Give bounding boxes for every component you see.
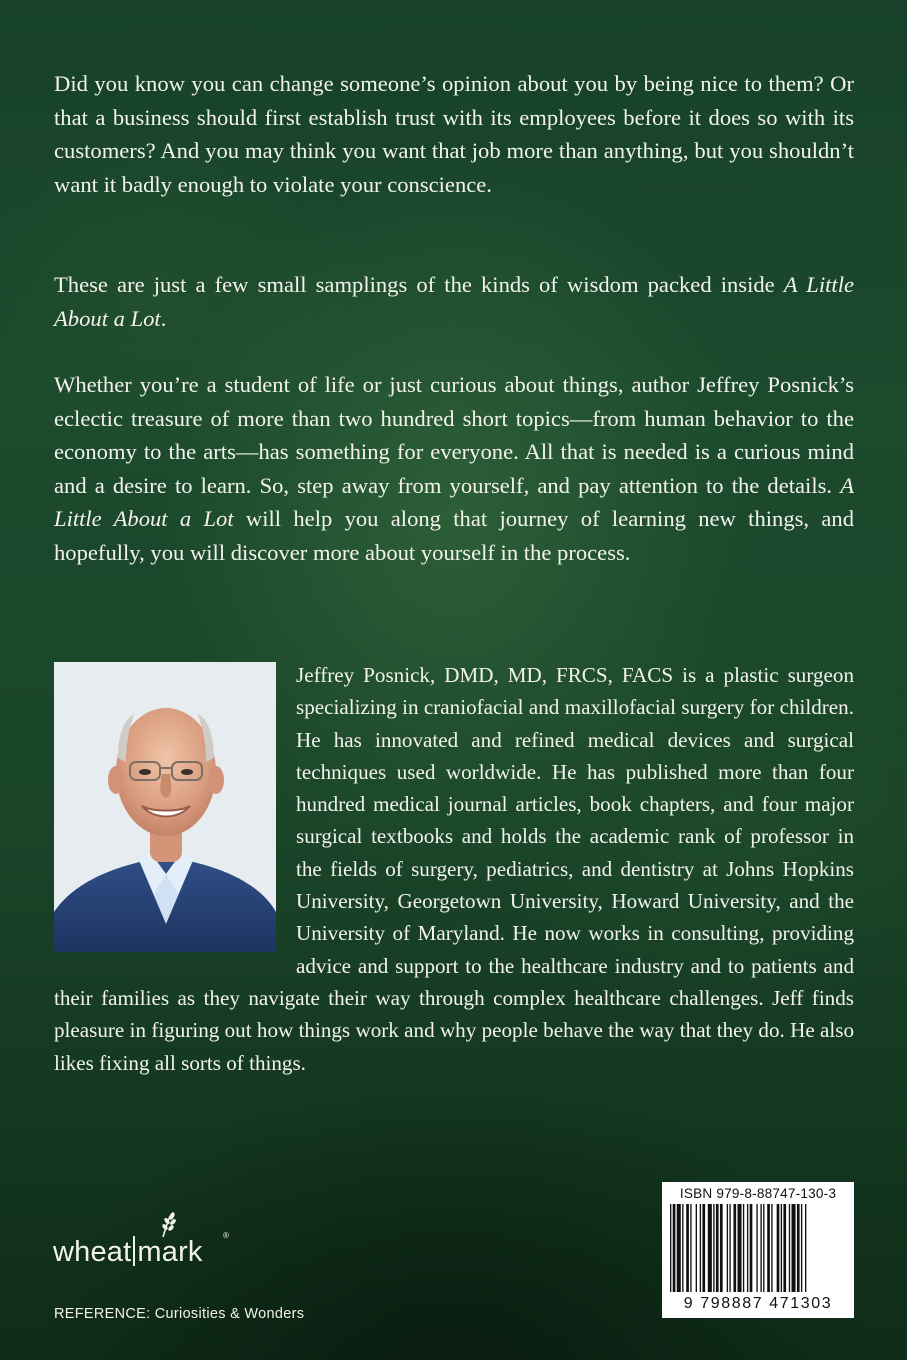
barcode-bar <box>673 1204 676 1292</box>
book-title-italic: A Little About a Lot <box>54 272 854 331</box>
book-title-italic: A Little About a Lot <box>54 472 854 532</box>
author-portrait-illustration <box>54 662 276 952</box>
barcode-bar <box>708 1204 712 1292</box>
barcode-bar <box>702 1204 705 1292</box>
blurb-paragraph-2-text: These are just a few small samplings of the kinds of wisdom packed inside <box>54 272 784 297</box>
barcode-bar <box>783 1204 786 1292</box>
barcode-bar <box>677 1204 681 1292</box>
barcode-bar <box>750 1204 753 1292</box>
barcode-bar <box>805 1204 806 1292</box>
barcode-bar <box>747 1204 748 1292</box>
wheat-stalk-icon <box>157 1212 181 1238</box>
barcode-bar <box>797 1204 800 1292</box>
publisher-name <box>53 1236 203 1269</box>
barcode-bar <box>743 1204 744 1292</box>
barcode-bar <box>700 1204 701 1292</box>
barcode-bar <box>789 1204 790 1292</box>
barcode-bar <box>670 1204 671 1292</box>
blurb-paragraph-3-end: will help you along that journey of learning new things, and hopefully, you will discover more about yourself in the process. <box>54 506 854 565</box>
barcode-bar <box>686 1204 689 1292</box>
barcode-bar <box>733 1204 736 1292</box>
barcode-bar <box>771 1204 772 1292</box>
blurb-paragraph-3-text: Whether you’re a student of life or just curious about things, author Jeffrey Posnick’s eclectic treasure of more than two hundred short topics—from human behavior to the economy to the arts—has something for everyone. All that is needed is a curious mind and a desire to learn. So, step away from yourself, and pay attention to the details. <box>54 372 854 498</box>
barcode-digits: 9 798887 471303 <box>683 1295 833 1312</box>
barcode-bar <box>696 1204 697 1292</box>
barcode-bar <box>716 1204 719 1292</box>
barcode-bar <box>720 1204 723 1292</box>
barcode-bar <box>792 1204 796 1292</box>
author-bio-text: Jeffrey Posnick, DMD, MD, FRCS, FACS is a plastic surgeon specializing in craniofacial and maxillofacial surgery for children. He has innovated and refined medical devices and surgical techniques used worldwide. He has published more than four hundred medical journal articles, book chapters, and four major surgical textbooks and holds the academic rank of professor in the fields of surgery, pediatrics, and dentistry at Johns Hopkins University, Georgetown University, Howard University, and the University of Maryland. He now works in consulting, providing advice and support to the healthcare industry and to patients and their families as they navigate their way through complex healthcare challenges. Jeff finds pleasure in figuring out how things work and why people behave the way that they do. He also likes fixing all sorts of things. <box>54 663 854 1075</box>
barcode-bar <box>760 1204 761 1292</box>
isbn-barcode <box>662 1182 854 1318</box>
publisher-name-left: wheat <box>53 1236 132 1268</box>
author-bio <box>54 659 854 1079</box>
barcode-bar <box>756 1204 757 1292</box>
barcode-bar <box>738 1204 742 1292</box>
barcode-bar <box>777 1204 780 1292</box>
blurb-paragraph-1 <box>54 67 854 201</box>
blurb-paragraph-2 <box>54 268 854 335</box>
blurb-paragraph-3 <box>54 368 854 570</box>
barcode-bar <box>682 1204 683 1292</box>
blurb-paragraph-1-text: Did you know you can change someone’s opinion about you by being nice to them? Or that a business should first establish trust with its employees before it does so with its customers? And you may think you want that job more than anything, but you shouldn’t want it badly enough to violate your conscience. <box>54 71 854 197</box>
author-photo <box>54 662 276 952</box>
barcode-bar <box>781 1204 782 1292</box>
blurb-paragraph-2-end: . <box>160 305 167 331</box>
category-label: REFERENCE: Curiosities & Wonders <box>54 1306 305 1322</box>
barcode-bar <box>763 1204 764 1292</box>
barcode-bar <box>690 1204 691 1292</box>
publisher-name-divider <box>133 1236 135 1266</box>
isbn-number: ISBN 979-8-88747-130-3 <box>679 1186 837 1201</box>
barcode-bar <box>727 1204 728 1292</box>
barcode-bar <box>713 1204 714 1292</box>
registered-mark: ® <box>223 1231 229 1240</box>
barcode-bar <box>767 1204 770 1292</box>
barcode-bars <box>668 1204 848 1296</box>
publisher-name-right: mark <box>137 1236 203 1268</box>
barcode-bar <box>729 1204 730 1292</box>
publisher-logo <box>53 1212 253 1278</box>
barcode-bar <box>801 1204 802 1292</box>
